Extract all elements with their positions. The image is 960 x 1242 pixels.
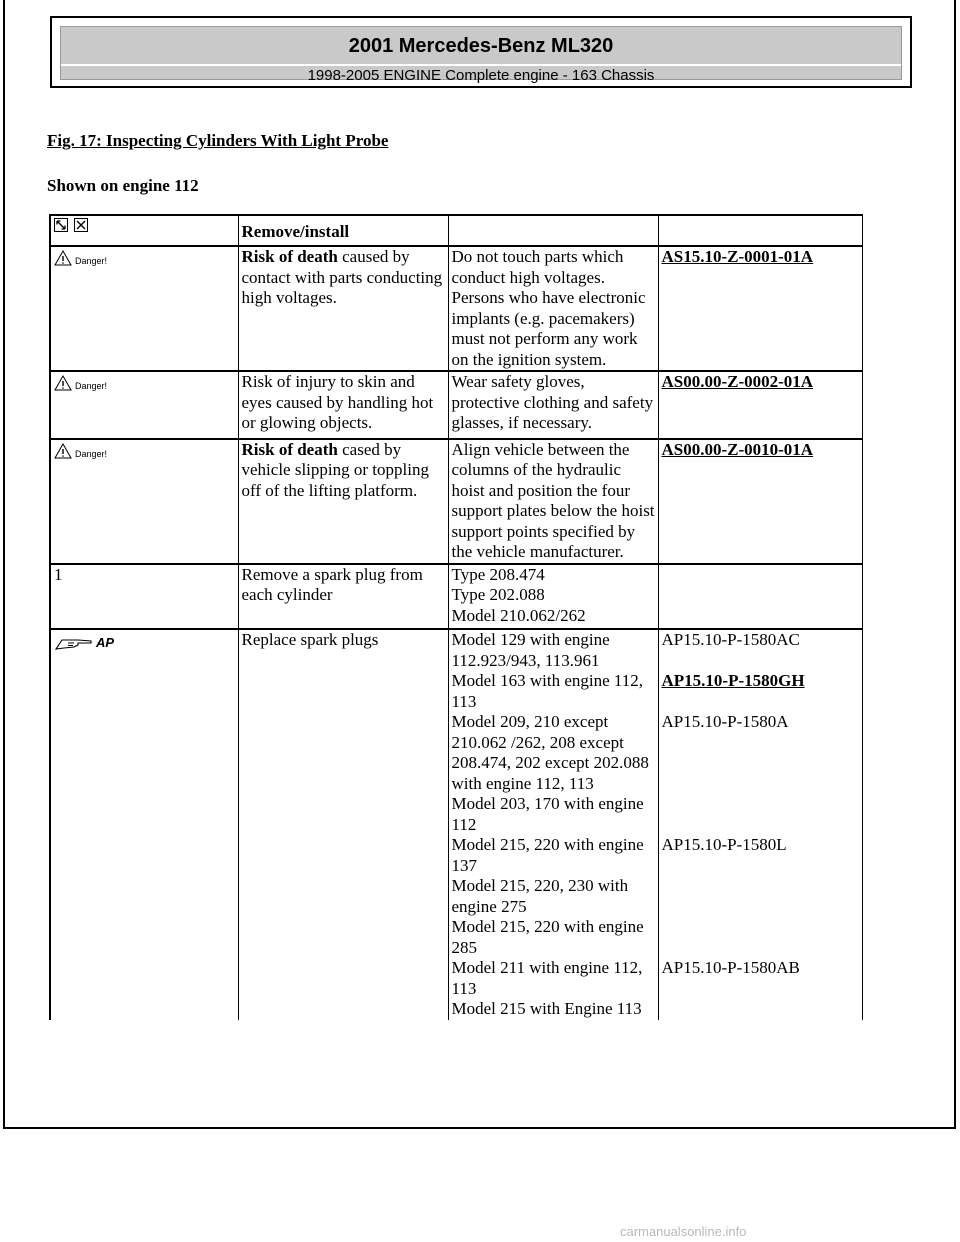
danger-icon-cell — [50, 371, 238, 439]
model-entry: Model 215, 220 with engine 137 Model 215, 220, 230 with engine 275 Model 215, 220 with engine 285 — [448, 835, 658, 958]
danger-icon-cell — [50, 246, 238, 371]
reference-code: AP15.10-P-1580A — [658, 712, 862, 835]
table-row — [50, 371, 862, 439]
expand-icon[interactable] — [54, 218, 68, 232]
watermark: carmanualsonline.info — [620, 1224, 747, 1239]
step-number: 1 — [50, 564, 238, 630]
figure-caption: Shown on engine 112 — [47, 176, 199, 195]
figure-title[interactable]: Fig. 17: Inspecting Cylinders With Light Probe — [47, 131, 389, 150]
reference-code: AP15.10-P-1580AB — [658, 958, 862, 1020]
warning-icon — [54, 250, 72, 266]
model-entry: Model 163 with engine 112, 113 — [448, 671, 658, 712]
header-subtitle: 1998-2005 ENGINE Complete engine - 163 Chassis — [61, 64, 901, 86]
procedure-table — [49, 214, 863, 1020]
page-bottom-rule — [3, 1127, 956, 1129]
reference-link[interactable]: AS00.00-Z-0010-01A — [658, 439, 862, 564]
risk-description: Risk of death cased by vehicle slipping or toppling off of the lifting platform. — [238, 439, 448, 564]
reference-code: AP15.10-P-1580AC — [658, 629, 862, 671]
table-row — [50, 246, 862, 371]
risk-description: Risk of death caused by contact with parts conducting high voltages. — [238, 246, 448, 371]
instruction-text: Align vehicle between the columns of the hydraulic hoist and position the four support plates below the hoist support points specified by the vehicle manufacturer. — [448, 439, 658, 564]
model-entry: Model 209, 210 except 210.062 /262, 208 except 208.474, 202 except 202.088 with engine 112, 113 Model 203, 170 with engine 112 — [448, 712, 658, 835]
reference-link[interactable]: AS00.00-Z-0002-01A — [658, 371, 862, 439]
header-icon-cell — [50, 215, 238, 246]
reference-link[interactable]: AP15.10-P-1580GH — [658, 671, 862, 712]
danger-label: Danger! — [75, 381, 108, 391]
danger-label: Danger! — [75, 256, 108, 266]
model-entry: Model 129 with engine 112.923/943, 113.961 — [448, 629, 658, 671]
model-entry: Model 211 with engine 112, 113 Model 215 with Engine 113 — [448, 958, 658, 1020]
danger-icon-cell — [50, 439, 238, 564]
collapse-icon[interactable] — [74, 218, 88, 232]
table-row — [50, 564, 862, 630]
table-row — [50, 629, 862, 671]
page-border-left — [3, 0, 5, 1128]
reference-link[interactable]: AS15.10-Z-0001-01A — [658, 246, 862, 371]
spark-plug-task: Replace spark plugs — [238, 629, 448, 1020]
hand-pointer-icon — [54, 635, 94, 651]
danger-label: Danger! — [75, 448, 108, 459]
step-text: Remove a spark plug from each cylinder — [238, 564, 448, 630]
step-types: Type 208.474 Type 202.088 Model 210.062/262 — [448, 564, 658, 630]
instruction-text: Wear safety gloves, protective clothing and safety glasses, if necessary. — [448, 371, 658, 439]
page-border-right — [954, 0, 956, 1128]
table-row — [50, 439, 862, 564]
instruction-text: Do not touch parts which conduct high voltages. Persons who have electronic implants (e.g. pacemakers) must not perform any work on the ignition system. — [448, 246, 658, 371]
warning-icon — [54, 375, 72, 391]
risk-description: Risk of injury to skin and eyes caused by handling hot or glowing objects. — [238, 371, 448, 439]
document-header — [50, 16, 912, 88]
header-title: 2001 Mercedes-Benz ML320 — [348, 35, 614, 57]
ap-label: AP — [96, 635, 115, 650]
header-label: Remove/install — [238, 215, 448, 246]
ap-icon-cell — [50, 629, 238, 1020]
table-header-row — [50, 215, 862, 246]
warning-icon — [54, 443, 72, 459]
reference-code: AP15.10-P-1580L — [658, 835, 862, 958]
header-panel — [60, 26, 902, 84]
